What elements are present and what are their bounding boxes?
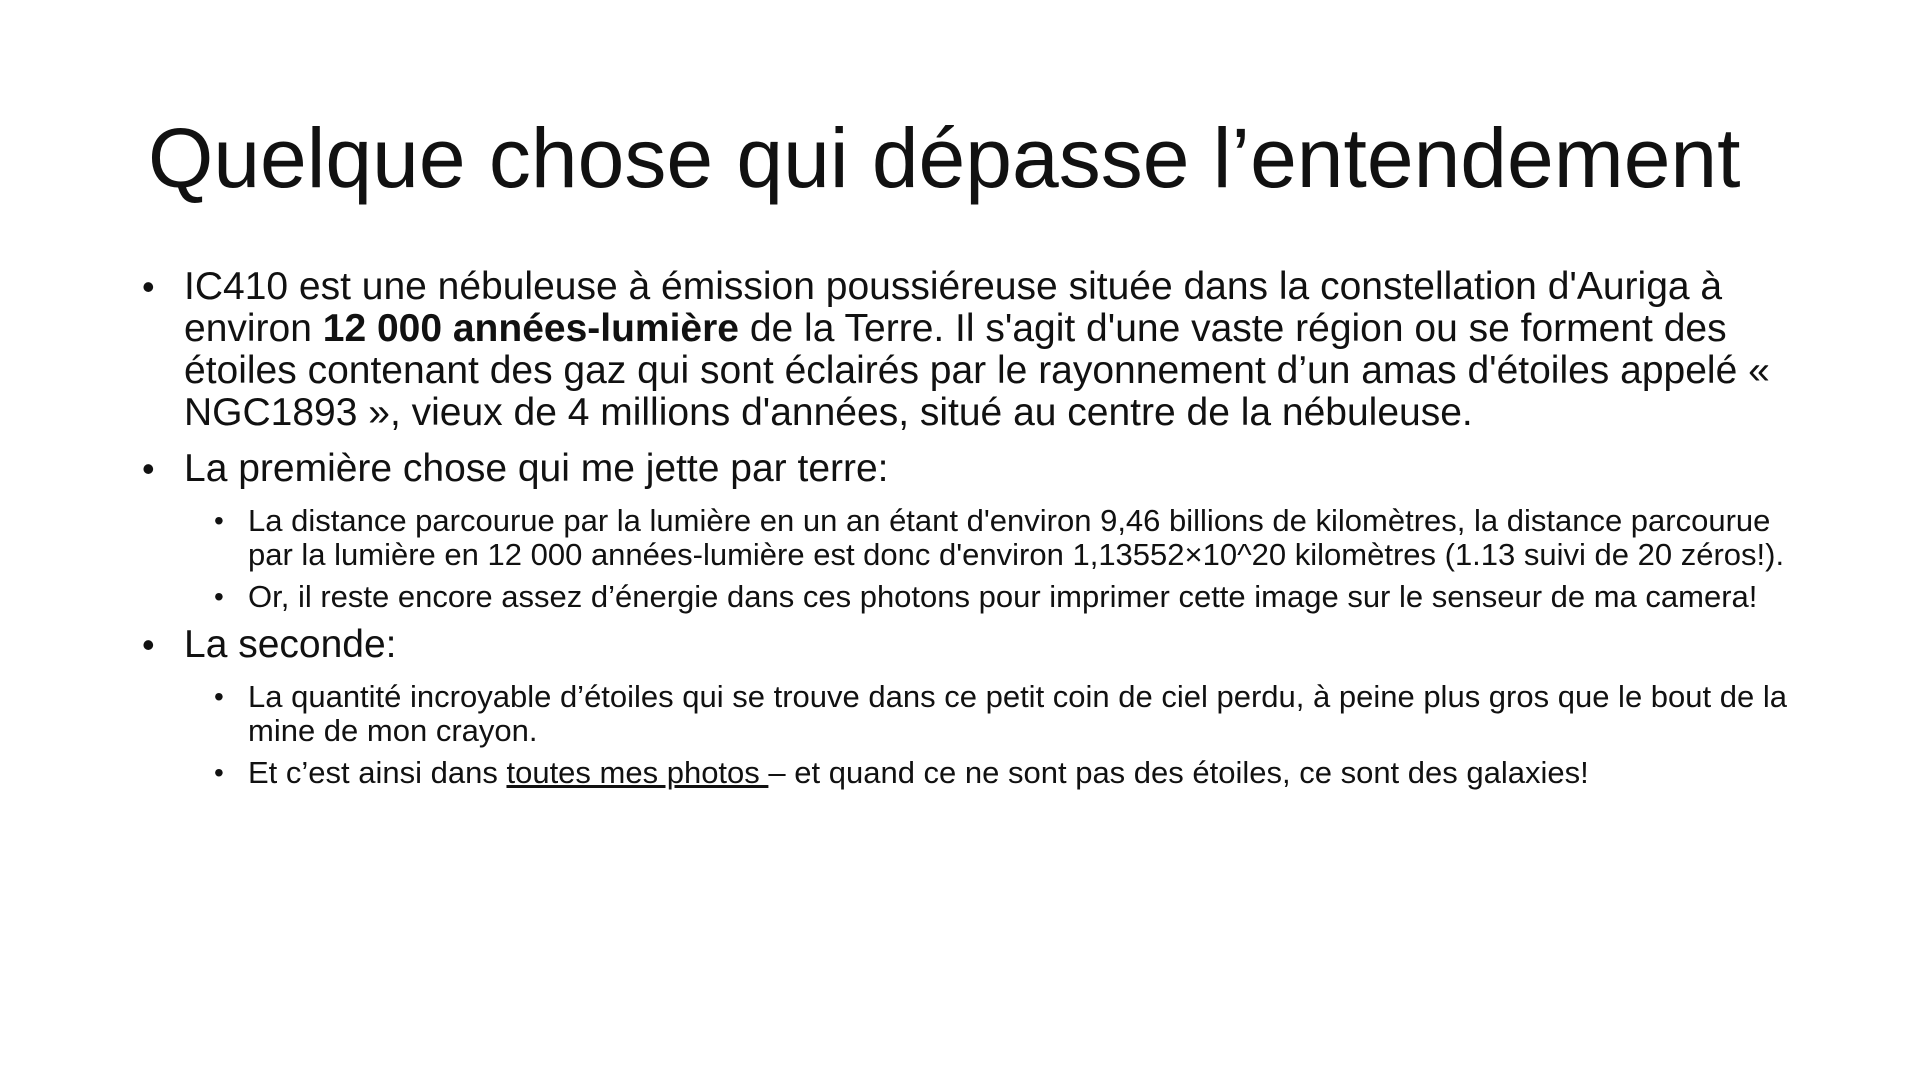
bullet-ic410-description [140,266,1800,434]
sub-bullet-photon-energy [212,580,1800,614]
sub-bullet-star-count [212,680,1800,748]
bullet-group-second-thing [140,624,1800,790]
bullet-group-first-thing [140,448,1800,614]
bullet-text-after: de la Terre. Il s'agit d'une vaste région ou se forment des étoiles contenant des gaz qui sont éclairés par le rayonnement d’un amas d'étoiles appelé « NGC1893 », vieux de 4 millions d'années, situé au centre de la nébuleuse. [184,307,1770,434]
slide-title: Quelque chose qui dépasse l’entendement [148,111,1741,205]
sub-bullet-text: Or, il reste encore assez d’énergie dans ces photons pour imprimer cette image sur le senseur de ma camera! [248,579,1758,614]
bullet-text: La seconde: [184,623,397,666]
sub-bullet-text: La quantité incroyable d’étoiles qui se trouve dans ce petit coin de ciel perdu, à peine plus gros que le bout de la mine de mon crayon. [248,679,1787,748]
all-photos-link[interactable]: toutes mes photos [506,755,769,790]
sub-bullet-text-before: Et c’est ainsi dans [248,755,507,790]
sub-bullet-text-after: – et quand ce ne sont pas des étoiles, ce sont des galaxies! [768,755,1589,790]
bullet-text-bold-distance: 12 000 années-lumière [322,307,739,350]
sub-bullet-icon: • [214,505,224,536]
bullet-second-thing [140,624,1800,666]
sub-bullet-text: La distance parcourue par la lumière en un an étant d'environ 9,46 billions de kilomètres, la distance parcourue par la lumière en 12 000 années-lumière est donc d'environ 1,13552×10^20 kilomètres (1.13 suivi de 20 zéros!). [248,503,1785,572]
bullet-icon: • [142,448,155,489]
bullet-text: La première chose qui me jette par terre: [184,447,889,490]
sub-bullet-all-photos [212,756,1800,790]
bullet-icon: • [142,624,155,665]
sub-bullet-icon: • [214,581,224,612]
slide-content [140,266,1800,800]
sub-bullet-icon: • [214,681,224,712]
bullet-first-thing [140,448,1800,490]
sub-bullet-light-distance [212,504,1800,572]
bullet-text-before: IC410 est une nébuleuse à émission poussiéreuse située dans la constellation d'Auriga à environ [184,265,1723,350]
bullet-icon: • [142,266,155,307]
sub-bullet-icon: • [214,757,224,788]
